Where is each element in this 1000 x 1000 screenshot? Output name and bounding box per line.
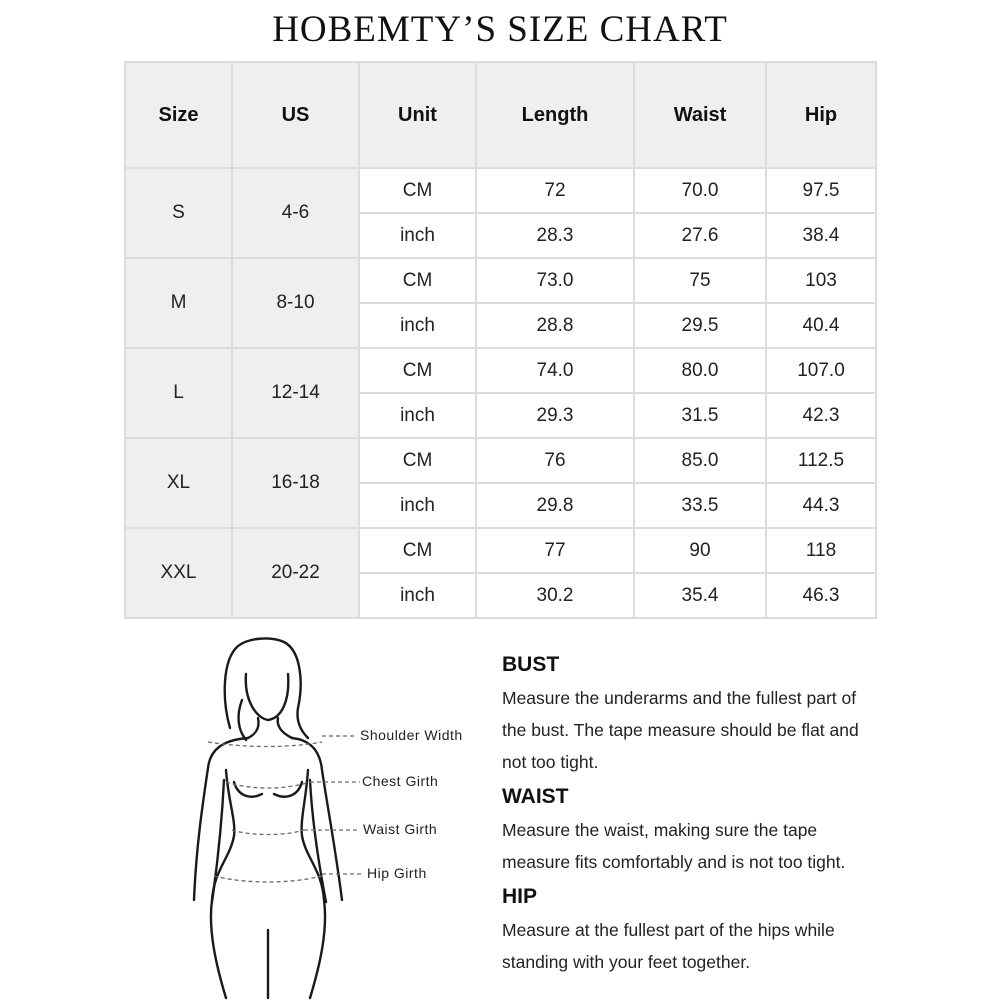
hip-cell: 38.4 bbox=[766, 213, 876, 258]
bust-description: Measure the underarms and the fullest part of the bust. The tape measure should be flat and not too tight. bbox=[502, 688, 859, 772]
hip-description: Measure at the fullest part of the hips while standing with your feet together. bbox=[502, 920, 835, 972]
unit-cell: CM bbox=[359, 438, 476, 483]
table-row bbox=[125, 258, 876, 303]
length-cell: 77 bbox=[476, 528, 634, 573]
waist-cell: 80.0 bbox=[634, 348, 766, 393]
header-hip: Hip bbox=[766, 62, 876, 168]
length-cell: 29.3 bbox=[476, 393, 634, 438]
hip-cell: 103 bbox=[766, 258, 876, 303]
us-cell: 12-14 bbox=[232, 348, 359, 438]
right-arm-outer bbox=[292, 738, 342, 900]
unit-cell: CM bbox=[359, 258, 476, 303]
bust-left bbox=[234, 782, 262, 797]
hip-heading: HIP bbox=[502, 885, 538, 908]
waist-cell: 29.5 bbox=[634, 303, 766, 348]
waist-cell: 70.0 bbox=[634, 168, 766, 213]
us-cell: 16-18 bbox=[232, 438, 359, 528]
table-row bbox=[125, 168, 876, 213]
size-cell: S bbox=[125, 168, 232, 258]
unit-cell: inch bbox=[359, 213, 476, 258]
hip-cell: 44.3 bbox=[766, 483, 876, 528]
unit-cell: inch bbox=[359, 303, 476, 348]
waist-girth-label: Waist Girth bbox=[363, 821, 438, 837]
waist-cell: 90 bbox=[634, 528, 766, 573]
bust-heading: BUST bbox=[502, 653, 560, 676]
hip-cell: 46.3 bbox=[766, 573, 876, 618]
hip-cell: 118 bbox=[766, 528, 876, 573]
header-waist: Waist bbox=[634, 62, 766, 168]
chest-measure-line bbox=[226, 782, 310, 788]
body-silhouette-icon bbox=[150, 630, 490, 1000]
table-row bbox=[125, 528, 876, 573]
length-cell: 30.2 bbox=[476, 573, 634, 618]
torso-right bbox=[302, 770, 325, 998]
unit-cell: inch bbox=[359, 483, 476, 528]
waist-cell: 35.4 bbox=[634, 573, 766, 618]
header-us: US bbox=[232, 62, 359, 168]
hip-cell: 97.5 bbox=[766, 168, 876, 213]
unit-cell: CM bbox=[359, 528, 476, 573]
header-unit: Unit bbox=[359, 62, 476, 168]
waist-description: Measure the waist, making sure the tape measure fits comfortably and is not too tight. bbox=[502, 820, 846, 872]
waist-cell: 27.6 bbox=[634, 213, 766, 258]
body-measurement-figure bbox=[150, 630, 490, 1000]
length-cell: 28.3 bbox=[476, 213, 634, 258]
right-arm-inner bbox=[310, 780, 326, 902]
bust-right bbox=[274, 782, 302, 797]
length-cell: 28.8 bbox=[476, 303, 634, 348]
size-cell: XL bbox=[125, 438, 232, 528]
header-size: Size bbox=[125, 62, 232, 168]
hip-cell: 112.5 bbox=[766, 438, 876, 483]
size-cell: XXL bbox=[125, 528, 232, 618]
waist-cell: 85.0 bbox=[634, 438, 766, 483]
hip-measure-line bbox=[214, 876, 322, 882]
shoulder-width-label: Shoulder Width bbox=[360, 727, 463, 743]
neck-right bbox=[278, 718, 292, 738]
unit-cell: CM bbox=[359, 168, 476, 213]
us-cell: 20-22 bbox=[232, 528, 359, 618]
us-cell: 8-10 bbox=[232, 258, 359, 348]
waist-cell: 33.5 bbox=[634, 483, 766, 528]
header-length: Length bbox=[476, 62, 634, 168]
size-cell: M bbox=[125, 258, 232, 348]
us-cell: 4-6 bbox=[232, 168, 359, 258]
unit-cell: inch bbox=[359, 393, 476, 438]
waist-cell: 31.5 bbox=[634, 393, 766, 438]
hip-cell: 107.0 bbox=[766, 348, 876, 393]
hair-inner-left bbox=[239, 700, 246, 740]
length-cell: 74.0 bbox=[476, 348, 634, 393]
size-chart-table bbox=[124, 61, 877, 619]
hip-cell: 40.4 bbox=[766, 303, 876, 348]
length-cell: 73.0 bbox=[476, 258, 634, 303]
table-row bbox=[125, 348, 876, 393]
measurement-guide bbox=[502, 652, 882, 984]
length-cell: 29.8 bbox=[476, 483, 634, 528]
unit-cell: inch bbox=[359, 573, 476, 618]
waist-heading: WAIST bbox=[502, 785, 569, 808]
chest-girth-label: Chest Girth bbox=[362, 773, 439, 789]
length-cell: 72 bbox=[476, 168, 634, 213]
hip-girth-label: Hip Girth bbox=[367, 865, 427, 881]
header-row bbox=[125, 62, 876, 168]
hip-cell: 42.3 bbox=[766, 393, 876, 438]
waist-measure-line bbox=[232, 830, 304, 835]
hair-outline bbox=[225, 639, 308, 738]
waist-cell: 75 bbox=[634, 258, 766, 303]
size-cell: L bbox=[125, 348, 232, 438]
table-row bbox=[125, 438, 876, 483]
length-cell: 76 bbox=[476, 438, 634, 483]
face-outline bbox=[246, 674, 289, 720]
unit-cell: CM bbox=[359, 348, 476, 393]
page-title: HOBEMTY’S SIZE CHART bbox=[272, 9, 728, 50]
neck-left bbox=[248, 718, 259, 738]
